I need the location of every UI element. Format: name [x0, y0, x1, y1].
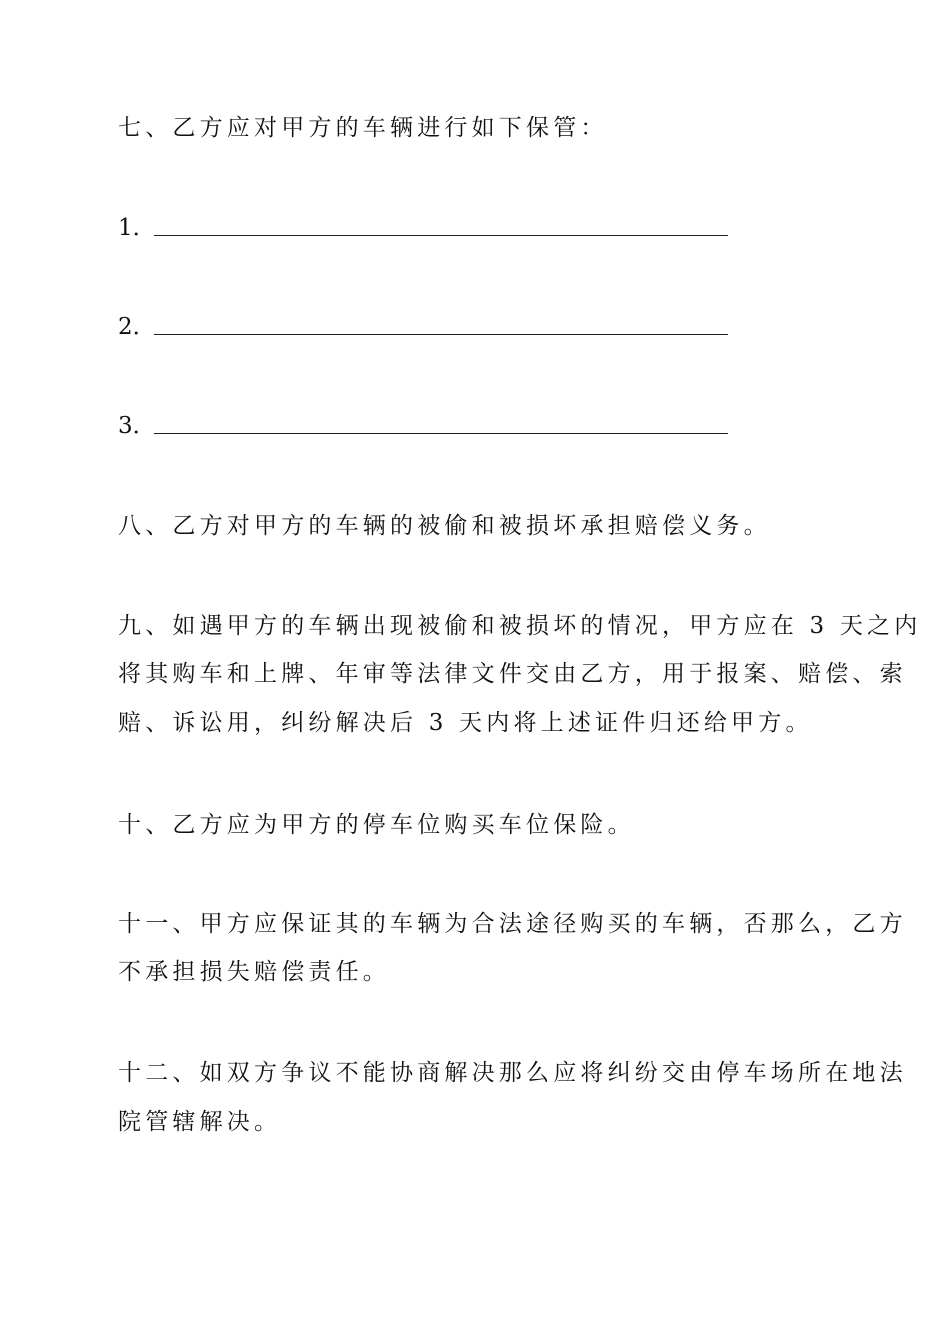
clause-11-line-2: 不承担损失赔偿责任。	[118, 959, 390, 985]
blank-item-1	[118, 213, 156, 243]
blank-line-2	[154, 334, 728, 335]
clause-9-line-1: 九、如遇甲方的车辆出现被偷和被损坏的情况，甲方应在 3 天之内	[118, 613, 922, 639]
clause-7-title: 七、乙方应对甲方的车辆进行如下保管：	[118, 115, 608, 141]
clause-10: 十、乙方应为甲方的停车位购买车位保险。	[118, 812, 635, 838]
clause-12-line-1: 十二、如双方争议不能协商解决那么应将纠纷交由停车场所在地法	[118, 1060, 907, 1086]
clause-8: 八、乙方对甲方的车辆的被偷和被损坏承担赔偿义务。	[118, 513, 771, 539]
clause-9-line-2: 将其购车和上牌、年审等法律文件交由乙方，用于报案、赔偿、索	[118, 661, 907, 687]
blank-item-number: 3．	[118, 413, 156, 439]
blank-item-number: 2．	[118, 314, 156, 340]
blank-item-3	[118, 411, 156, 441]
blank-line-3	[154, 433, 728, 434]
blank-line-1	[154, 235, 728, 236]
clause-9-line-3: 赔、诉讼用，纠纷解决后 3 天内将上述证件归还给甲方。	[118, 710, 813, 736]
clause-11-line-1: 十一、甲方应保证其的车辆为合法途径购买的车辆，否那么，乙方	[118, 911, 907, 937]
blank-item-number: 1．	[118, 215, 156, 241]
blank-item-2	[118, 312, 156, 342]
clause-12-line-2: 院管辖解决。	[118, 1109, 282, 1135]
